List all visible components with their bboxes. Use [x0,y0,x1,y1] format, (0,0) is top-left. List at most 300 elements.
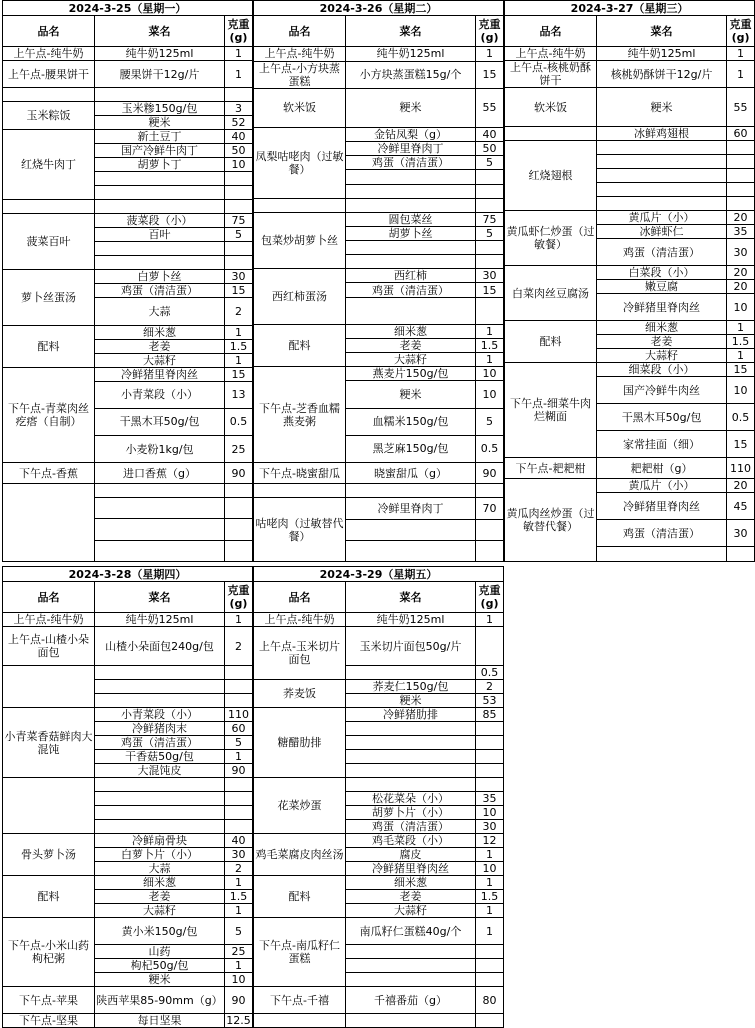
ingredient-row [3,325,253,339]
dish-name: 花菜炒蛋 [254,778,346,834]
ingredient-name: 大蒜籽 [95,904,225,918]
dish-name: 下午点-苹果 [3,987,95,1014]
ingredient-name: 纯牛奶125ml [597,47,727,61]
ingredient-weight: 110 [225,708,253,722]
ingredient-row [3,666,253,680]
ingredient-row [3,101,253,115]
ingredient-row [254,613,504,627]
ingredient-name: 大蒜籽 [346,904,476,918]
ingredient-row [254,498,504,519]
ingredient-name [95,820,225,834]
dish-name: 上午点-纯牛奶 [254,47,346,61]
ingredient-weight: 1.5 [476,890,504,904]
ingredient-weight: 3 [225,101,253,115]
ingredient-row [254,484,504,498]
ingredient-weight: 30 [476,820,504,834]
ingredient-weight [476,241,504,255]
ingredient-weight [225,694,253,708]
ingredient-weight [225,256,253,270]
ingredient-row [505,127,755,141]
ingredient-weight: 2 [476,680,504,694]
ingredient-weight [225,242,253,256]
ingredient-weight: 1 [476,904,504,918]
ingredient-name: 每日坚果 [95,1014,225,1028]
ingredient-row [254,269,504,283]
ingredient-name: 粳米 [95,115,225,129]
ingredient-weight: 35 [727,225,755,239]
ingredient-name: 纯牛奶125ml [95,613,225,627]
ingredient-weight: 0.5 [727,404,755,431]
ingredient-weight: 1 [225,876,253,890]
ingredient-name: 胡萝卜丝 [346,226,476,240]
ingredient-weight: 1 [476,918,504,945]
ingredient-name: 细菜段（小） [597,363,727,377]
ingredient-name: 老姜 [346,890,476,904]
ingredient-weight: 1 [225,325,253,339]
ingredient-row [254,1014,504,1028]
dish-name: 白菜肉丝豆腐汤 [505,266,597,321]
ingredient-weight [225,484,253,498]
ingredient-weight: 53 [476,694,504,708]
ingredient-row [3,484,253,498]
ingredient-weight: 1.5 [476,338,504,352]
ingredient-weight: 50 [225,143,253,157]
ingredient-weight [225,666,253,680]
ingredient-weight: 40 [225,129,253,143]
ingredient-row [254,627,504,666]
dish-name: 配料 [254,876,346,918]
ingredient-name: 老姜 [597,335,727,349]
ingredient-weight: 5 [476,226,504,240]
ingredient-name: 黑芝麻150g/包 [346,435,476,462]
ingredient-weight: 1 [476,613,504,627]
ingredient-row [505,458,755,479]
dish-name: 小青菜香菇鲜肉大混饨 [3,708,95,778]
day-date: 2024-3-27（星期三） [505,1,755,16]
ingredient-row [505,47,755,61]
dish-name: 凤梨咕咾肉（过敏餐） [254,128,346,199]
column-header-ingredient: 菜名 [346,582,476,613]
ingredient-weight: 15 [225,367,253,381]
ingredient-row [3,61,253,88]
ingredient-weight: 25 [225,436,253,463]
dish-name: 糖醋肋排 [254,708,346,778]
ingredient-name: 干黑木耳50g/包 [597,404,727,431]
ingredient-name [346,945,476,959]
column-header-ingredient: 菜名 [95,16,225,47]
day-date: 2024-3-26（星期二） [254,1,504,16]
ingredient-name: 冷鲜扇骨块 [95,834,225,848]
ingredient-name: 荞麦仁150g/包 [346,680,476,694]
ingredient-weight: 0.5 [476,666,504,680]
dish-name: 黄瓜虾仁炒蛋（过敏餐） [505,211,597,266]
ingredient-weight: 1 [727,349,755,363]
ingredient-name [346,540,476,561]
ingredient-name [95,199,225,213]
ingredient-name [95,694,225,708]
ingredient-weight: 1.5 [727,335,755,349]
ingredient-name: 菠菜段（小） [95,214,225,228]
ingredient-weight: 30 [727,239,755,266]
ingredient-name [346,170,476,184]
ingredient-name: 纯牛奶125ml [346,47,476,61]
ingredient-weight: 10 [727,294,755,321]
ingredient-name: 冷鲜里脊肉丁 [346,498,476,519]
ingredient-weight [476,198,504,212]
ingredient-weight: 40 [476,128,504,142]
ingredient-name: 老姜 [95,339,225,353]
dish-name: 上午点-纯牛奶 [505,47,597,61]
dish-name [3,666,95,708]
ingredient-name: 大蒜 [95,298,225,325]
dish-name: 骨头萝卜汤 [3,834,95,876]
ingredient-weight: 15 [727,431,755,458]
ingredient-name: 黄瓜片（小） [597,479,727,493]
ingredient-weight: 85 [476,708,504,722]
week-2-days [0,566,504,1028]
ingredient-name: 腰果饼干12g/片 [95,61,225,88]
ingredient-weight [225,680,253,694]
ingredient-name: 鸡蛋（清洁蛋） [597,239,727,266]
ingredient-name: 冰鲜虾仁 [597,225,727,239]
ingredient-name [346,1014,476,1028]
ingredient-row [3,270,253,284]
ingredient-name [95,680,225,694]
ingredient-weight [225,199,253,213]
ingredient-name [597,155,727,169]
ingredient-name: 千禧番茄（g） [346,987,476,1014]
ingredient-name: 细米葱 [597,321,727,335]
ingredient-name: 燕麦片150g/包 [346,367,476,381]
ingredient-weight: 1 [476,848,504,862]
ingredient-row [254,708,504,722]
ingredient-weight [727,169,755,183]
ingredient-name [346,198,476,212]
ingredient-row [505,321,755,335]
ingredient-name [346,778,476,792]
ingredient-weight [476,170,504,184]
ingredient-name: 金钻凤梨（g） [346,128,476,142]
ingredient-row [505,363,755,377]
ingredient-weight: 13 [225,381,253,408]
ingredient-weight: 12 [476,834,504,848]
dish-name: 下午点-晓蜜甜瓜 [254,463,346,484]
ingredient-name [597,141,727,155]
ingredient-row [3,708,253,722]
ingredient-weight [225,171,253,185]
ingredient-weight [225,498,253,519]
column-header-dish: 品名 [3,582,95,613]
ingredient-name: 玉米糁150g/包 [95,101,225,115]
ingredient-name: 小青菜段（小） [95,708,225,722]
ingredient-name: 鸡蛋（清洁蛋） [346,820,476,834]
ingredient-name: 血糯米150g/包 [346,408,476,435]
ingredient-weight: 10 [476,381,504,408]
ingredient-name [95,806,225,820]
ingredient-weight [476,736,504,750]
ingredient-weight: 60 [727,127,755,141]
ingredient-weight [476,945,504,959]
column-header-weight: 克重(g) [225,582,253,613]
ingredient-name [346,184,476,198]
ingredient-row [3,129,253,143]
ingredient-weight: 12.5 [226,1014,251,1027]
ingredient-weight: 2 [225,862,253,876]
ingredient-weight [476,184,504,198]
ingredient-weight [727,155,755,169]
dish-name: 配料 [3,876,95,918]
ingredient-weight: 70 [476,498,504,519]
ingredient-row [505,88,755,127]
ingredient-name: 冷鲜猪里脊肉丝 [346,862,476,876]
ingredient-row [3,627,253,666]
ingredient-row [254,212,504,226]
ingredient-name: 国产冷鲜牛肉丝 [597,377,727,404]
ingredient-weight: 15 [476,283,504,297]
ingredient-weight: 90 [476,463,504,484]
ingredient-weight: 5 [476,408,504,435]
dish-name [505,127,597,141]
ingredient-row [3,1014,253,1028]
ingredient-name: 进口香蕉（g） [95,463,225,484]
dish-name: 咕咾肉（过敏替代餐） [254,498,346,562]
ingredient-name: 黄小米150g/包 [95,918,225,945]
dish-name: 下午点-南瓜籽仁蛋糕 [254,918,346,987]
ingredient-weight: 10 [727,377,755,404]
dish-name [3,88,95,101]
ingredient-weight: 5 [476,156,504,170]
ingredient-weight: 20 [727,266,755,280]
ingredient-name: 鸡蛋（清洁蛋） [597,520,727,547]
dish-name: 玉米粽饭 [3,101,95,129]
ingredient-name: 冷鲜猪里脊肉丝 [597,493,727,520]
ingredient-weight: 80 [476,987,504,1014]
dish-name: 包菜炒胡萝卜丝 [254,212,346,269]
ingredient-name: 老姜 [346,338,476,352]
ingredient-name: 冷鲜猪里脊肉丝 [95,367,225,381]
column-header-ingredient: 菜名 [95,582,225,613]
ingredient-name: 小青菜段（小） [95,381,225,408]
dish-name: 配料 [254,324,346,366]
ingredient-name: 冷鲜猪里脊肉丝 [597,294,727,321]
ingredient-weight: 45 [727,493,755,520]
dish-name: 下午点-芝香血糯燕麦粥 [254,367,346,463]
ingredient-name: 冷鲜猪肋排 [346,708,476,722]
ingredient-row [3,987,253,1014]
ingredient-weight: 30 [225,270,253,284]
ingredient-row [254,88,504,127]
dish-name: 鸡毛菜腐皮肉丝汤 [254,834,346,876]
ingredient-weight [225,792,253,806]
ingredient-name [346,736,476,750]
ingredient-weight: 90 [225,463,253,484]
ingredient-weight [727,547,755,562]
ingredient-weight [476,255,504,269]
ingredient-name: 新土豆丁 [95,129,225,143]
ingredient-weight: 30 [225,848,253,862]
dish-name: 下午点-细菜牛肉烂糊面 [505,363,597,458]
ingredient-name: 鸡蛋（清洁蛋） [95,736,225,750]
ingredient-weight: 52 [225,115,253,129]
ingredient-row [254,324,504,338]
ingredient-name: 枸杞50g/包 [95,959,225,973]
ingredient-name: 干黑木耳50g/包 [95,408,225,435]
ingredient-weight: 1 [476,324,504,338]
ingredient-name: 干香菇50g/包 [95,750,225,764]
ingredient-weight: 5 [225,228,253,242]
ingredient-weight: 1 [225,61,253,88]
ingredient-weight: 10 [476,862,504,876]
ingredient-row [3,778,253,792]
ingredient-row [3,199,253,213]
ingredient-name: 国产冷鲜牛肉丁 [95,143,225,157]
ingredient-name: 圆包菜丝 [346,212,476,226]
ingredient-weight [476,484,504,498]
dish-name: 下午点-耙耙柑 [505,458,597,479]
dish-name: 下午点-千禧 [254,987,346,1014]
ingredient-row [505,141,755,155]
ingredient-name [597,197,727,211]
ingredient-weight: 0.5 [225,408,253,435]
ingredient-weight [476,750,504,764]
ingredient-weight [727,141,755,155]
ingredient-name [346,666,476,680]
ingredient-name [95,778,225,792]
ingredient-name: 嫩豆腐 [597,280,727,294]
dish-name: 上午点-纯牛奶 [3,613,95,627]
day-menu-table [253,566,504,1028]
ingredient-name [597,547,727,562]
ingredient-name [346,241,476,255]
ingredient-weight [476,297,504,324]
dish-name: 黄瓜肉丝炒蛋（过敏替代餐） [505,479,597,562]
ingredient-weight: 1.5 [225,339,253,353]
day-menu-table [504,0,755,562]
ingredient-weight [225,519,253,540]
ingredient-weight [225,540,253,561]
ingredient-weight [225,806,253,820]
ingredient-name: 山楂小朵面包240g/包 [95,627,225,666]
ingredient-name [346,519,476,540]
column-header-dish: 品名 [3,16,95,47]
ingredient-name: 大蒜籽 [597,349,727,363]
ingredient-name: 核桃奶酥饼干12g/片 [597,61,727,88]
ingredient-weight [476,540,504,561]
ingredient-weight: 10 [476,367,504,381]
ingredient-name [95,666,225,680]
ingredient-name: 大混饨皮 [95,764,225,778]
ingredient-weight: 75 [225,214,253,228]
day-date: 2024-3-28（星期四） [3,567,253,582]
ingredient-weight: 1 [225,613,253,627]
ingredient-weight: 10 [476,806,504,820]
ingredient-name: 冷鲜里脊肉丁 [346,142,476,156]
dish-name: 菠菜百叶 [3,214,95,270]
ingredient-weight: 2 [225,627,253,666]
ingredient-row [505,61,755,88]
week-2-menu [0,566,504,1028]
ingredient-weight [476,764,504,778]
ingredient-row [254,987,504,1014]
ingredient-weight: 1 [225,353,253,367]
dish-name [254,1014,346,1028]
ingredient-weight: 1 [225,750,253,764]
ingredient-name: 山药 [95,945,225,959]
ingredient-row [3,463,253,484]
ingredient-weight [225,820,253,834]
ingredient-row [505,266,755,280]
ingredient-weight [476,1014,504,1028]
ingredient-name [346,722,476,736]
ingredient-name: 细米葱 [95,325,225,339]
ingredient-weight: 90 [225,987,253,1014]
ingredient-name: 老姜 [95,890,225,904]
dish-name: 上午点-核桃奶酥饼干 [505,61,597,88]
ingredient-weight: 50 [476,142,504,156]
ingredient-name [346,959,476,973]
ingredient-weight [476,519,504,540]
ingredient-weight [476,627,504,666]
ingredient-row [254,47,504,61]
ingredient-weight [225,88,253,101]
ingredient-name: 陕西苹果85-90mm（g） [95,987,225,1014]
ingredient-weight: 30 [476,269,504,283]
dish-name [254,484,346,498]
dish-name: 上午点-玉米切片面包 [254,627,346,680]
ingredient-weight [727,183,755,197]
dish-name [3,484,95,562]
ingredient-name: 西红柿 [346,269,476,283]
ingredient-name: 鸡蛋（清洁蛋） [346,156,476,170]
ingredient-name: 小方块蒸蛋糕15g/个 [346,61,476,88]
ingredient-name [346,973,476,987]
ingredient-name: 粳米 [346,381,476,408]
ingredient-weight [476,722,504,736]
ingredient-name: 大蒜 [95,862,225,876]
ingredient-name [95,256,225,270]
ingredient-weight: 1 [476,876,504,890]
ingredient-name: 纯牛奶125ml [95,47,225,61]
ingredient-row [254,61,504,88]
column-header-weight: 克重(g) [727,16,755,47]
ingredient-weight: 110 [727,458,755,479]
ingredient-weight: 1.5 [225,890,253,904]
ingredient-row [3,876,253,890]
ingredient-name: 晓蜜甜瓜（g） [346,463,476,484]
ingredient-weight: 25 [225,945,253,959]
ingredient-weight: 1 [225,959,253,973]
ingredient-weight: 15 [476,61,504,88]
ingredient-name [95,171,225,185]
column-header-dish: 品名 [254,16,346,47]
ingredient-name: 白萝卜丝 [95,270,225,284]
dish-name: 配料 [3,325,95,367]
ingredient-row [254,128,504,142]
column-header-ingredient: 菜名 [597,16,727,47]
dish-name: 西红柿蛋汤 [254,269,346,324]
ingredient-name [346,255,476,269]
dish-name: 下午点-青菜肉丝疙瘩（自制） [3,367,95,462]
ingredient-row [3,613,253,627]
ingredient-name: 南瓜籽仁蛋糕40g/个 [346,918,476,945]
ingredient-name: 玉米切片面包50g/片 [346,627,476,666]
ingredient-weight: 1 [727,47,755,61]
ingredient-weight: 60 [225,722,253,736]
dish-name: 上午点-纯牛奶 [3,47,95,61]
dish-name: 配料 [505,321,597,363]
ingredient-name [95,498,225,519]
dish-name: 软米饭 [505,88,597,127]
